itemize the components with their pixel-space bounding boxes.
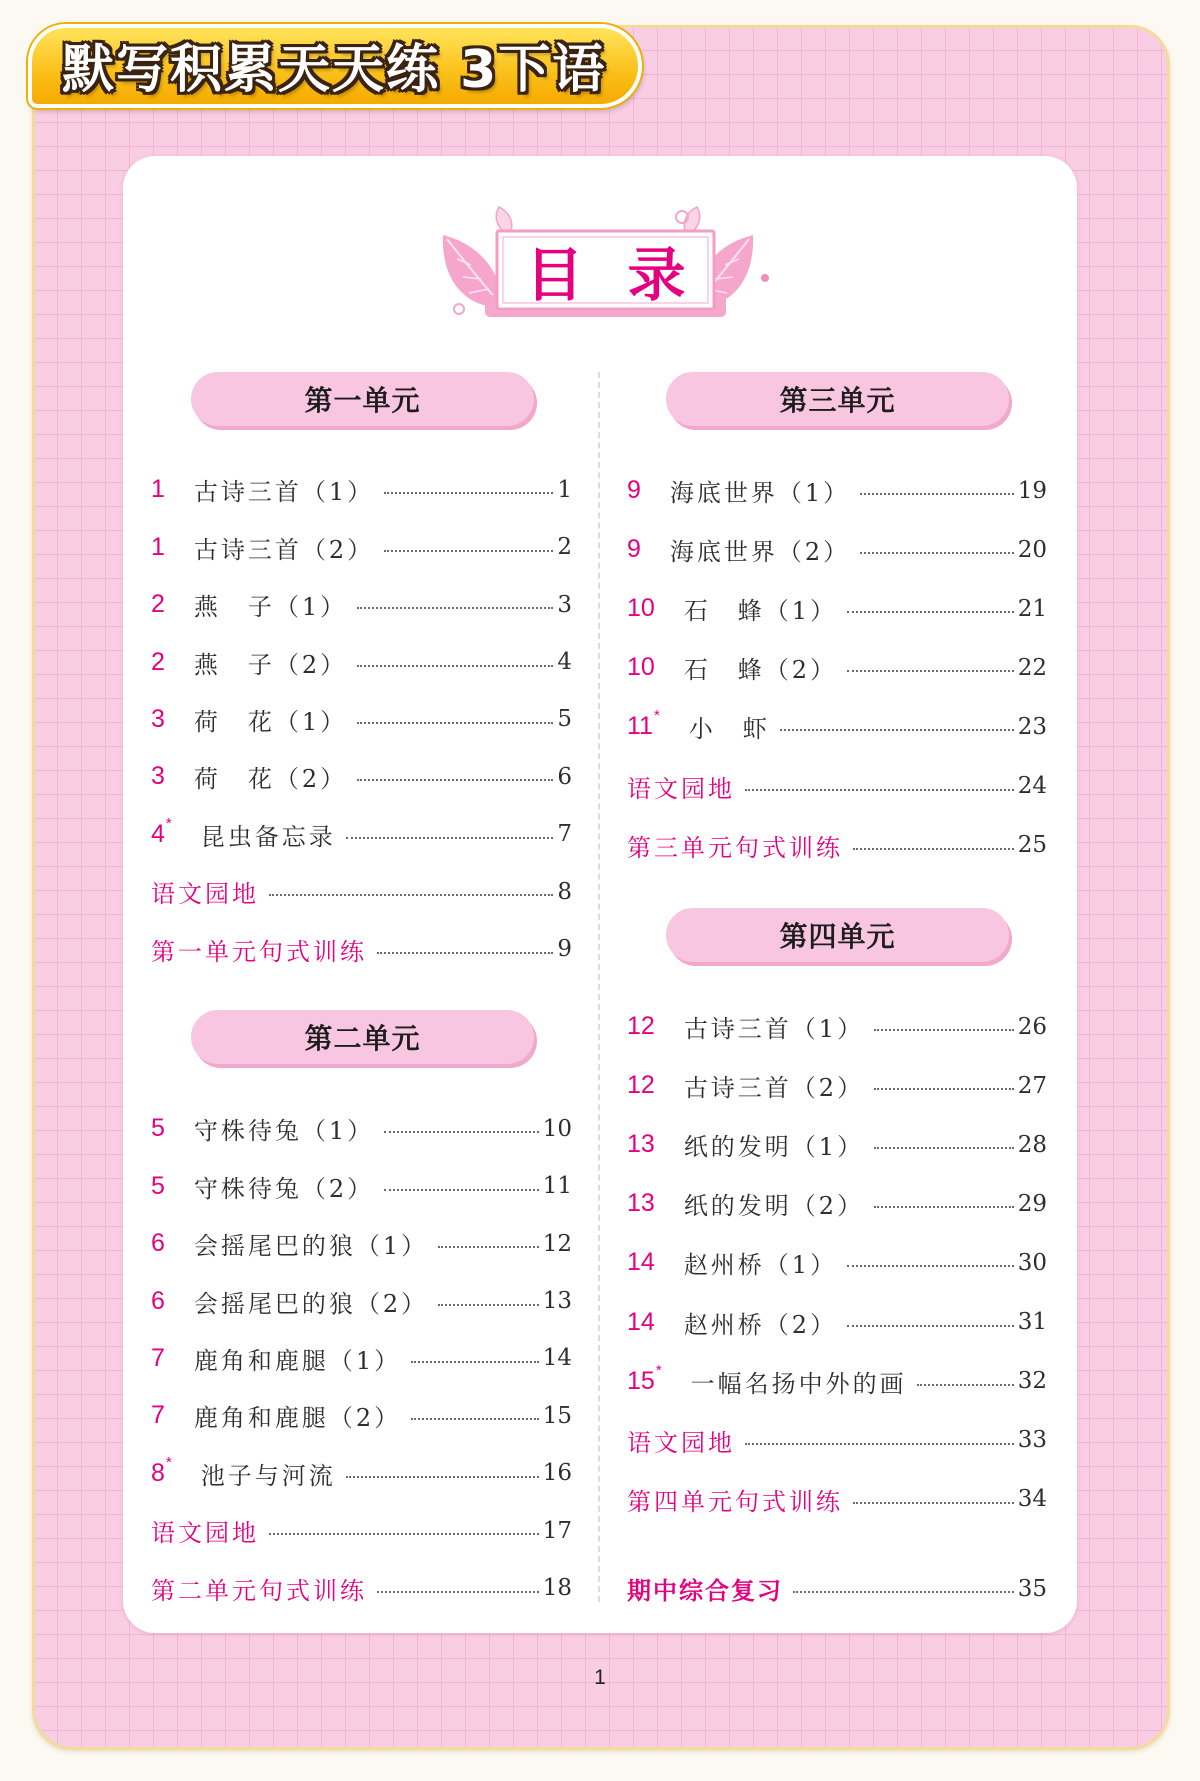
dot-leader xyxy=(874,1029,1014,1031)
page-number: 19 xyxy=(1017,477,1047,504)
midterm-review-entry xyxy=(627,1559,1047,1618)
dot-leader xyxy=(384,550,553,552)
page-number: 24 xyxy=(1017,773,1047,800)
page-number: 22 xyxy=(1017,654,1047,681)
page-number: 18 xyxy=(542,1575,572,1602)
toc-entry xyxy=(151,1445,572,1502)
page-number: 34 xyxy=(1017,1486,1047,1513)
midterm-title: 期中综合复习 xyxy=(627,1577,783,1605)
toc-entry xyxy=(627,461,1047,520)
dot-leader xyxy=(745,789,1014,791)
entry-title: 石 蜂（1） xyxy=(683,597,838,626)
unit-entry-list xyxy=(151,461,572,978)
toc-entry xyxy=(627,1292,1047,1351)
toc-entry xyxy=(151,1215,572,1272)
dot-leader xyxy=(269,1533,539,1535)
page-number: 10 xyxy=(542,1115,572,1142)
dot-leader xyxy=(384,1189,539,1191)
toc-entry xyxy=(151,1100,572,1157)
dot-leader xyxy=(745,1443,1014,1445)
unit-entry-list xyxy=(627,461,1047,875)
toc-entry xyxy=(151,518,572,575)
toc-entry xyxy=(627,997,1047,1056)
page-number: 25 xyxy=(1017,832,1047,859)
page-number: 9 xyxy=(557,936,572,963)
page-number: 29 xyxy=(1017,1190,1047,1217)
page-number: 27 xyxy=(1017,1072,1047,1099)
toc-entry xyxy=(151,1502,572,1559)
page-number: 28 xyxy=(1017,1131,1047,1158)
lesson-number: 9 xyxy=(627,535,641,564)
toc-entry xyxy=(151,576,572,633)
dot-leader xyxy=(384,492,553,494)
entry-title: 古诗三首（2） xyxy=(193,535,375,564)
lesson-number: 7 xyxy=(151,1401,165,1430)
dot-leader xyxy=(357,607,553,609)
lesson-number: 12 xyxy=(627,1012,655,1041)
page-number: 7 xyxy=(557,821,572,848)
page-number: 1 xyxy=(557,476,572,503)
page-number: 14 xyxy=(542,1345,572,1372)
optional-lesson-star: * xyxy=(165,814,172,832)
dot-leader xyxy=(847,1265,1014,1267)
decor-circle xyxy=(454,304,464,314)
toc-entry xyxy=(151,461,572,518)
entry-title: 会摇尾巴的狼（2） xyxy=(193,1289,429,1318)
unit-heading: 第四单元 xyxy=(666,908,1009,962)
book-title: 默写积累天天练 3下语 xyxy=(62,40,607,100)
lesson-number: 13 xyxy=(627,1130,655,1159)
toc-entry xyxy=(627,1411,1047,1470)
entry-title: 鹿角和鹿腿（1） xyxy=(193,1346,402,1375)
toc-entry xyxy=(151,633,572,690)
entry-title: 燕 子（2） xyxy=(193,650,348,679)
dot-leader xyxy=(357,779,553,781)
page-number: 26 xyxy=(1017,1013,1047,1040)
dot-leader xyxy=(377,1591,539,1593)
toc-entry xyxy=(627,1470,1047,1529)
entry-title: 燕 子（1） xyxy=(193,593,348,622)
entry-title: 鹿角和鹿腿（2） xyxy=(193,1404,402,1433)
page-number: 33 xyxy=(1017,1427,1047,1454)
dot-leader xyxy=(346,837,554,839)
entry-title: 语文园地 xyxy=(151,880,259,909)
dot-leader xyxy=(357,722,553,724)
entry-title: 古诗三首（1） xyxy=(193,478,375,507)
unit-heading: 第一单元 xyxy=(191,372,534,426)
toc-entry xyxy=(627,756,1047,815)
lesson-number: 8 xyxy=(151,1458,165,1487)
lesson-number: 14 xyxy=(627,1248,655,1277)
unit-heading: 第二单元 xyxy=(191,1010,534,1064)
dot-leader xyxy=(438,1304,539,1306)
column-divider xyxy=(598,372,600,1602)
entry-title: 语文园地 xyxy=(627,774,735,803)
lesson-number: 2 xyxy=(151,590,165,619)
toc-entry xyxy=(151,921,572,978)
page-number: 3 xyxy=(557,591,572,618)
entry-title: 古诗三首（1） xyxy=(683,1015,865,1044)
entry-title: 一幅名扬中外的画 xyxy=(690,1369,907,1398)
toc-entry xyxy=(627,1352,1047,1411)
lesson-number: 14 xyxy=(627,1307,655,1336)
dot-leader xyxy=(874,1147,1014,1149)
toc-entry xyxy=(151,748,572,805)
unit-entry-list xyxy=(627,997,1047,1529)
toc-entry xyxy=(627,638,1047,697)
lesson-number: 13 xyxy=(627,1189,655,1218)
toc-entry xyxy=(151,1157,572,1214)
dot-leader xyxy=(780,729,1014,731)
page-footer-number: 1 xyxy=(594,1666,606,1689)
dot-leader xyxy=(874,1088,1014,1090)
unit-entry-list xyxy=(151,1100,572,1617)
lesson-number: 9 xyxy=(627,476,641,505)
title-banner xyxy=(28,24,642,108)
entry-title: 荷 花（1） xyxy=(193,707,348,736)
dot-leader xyxy=(384,1131,539,1133)
dot-leader xyxy=(357,665,553,667)
entry-title: 石 蜂（2） xyxy=(683,656,838,685)
lesson-number: 5 xyxy=(151,1171,165,1200)
toc-entry xyxy=(151,863,572,920)
toc-entry xyxy=(151,1560,572,1617)
toc-entry xyxy=(627,520,1047,579)
toc-entry xyxy=(151,806,572,863)
toc-entry xyxy=(627,1056,1047,1115)
dot-leader xyxy=(793,1591,1014,1593)
contents-title: 目录 xyxy=(525,241,730,309)
entry-title: 纸的发明（1） xyxy=(683,1133,865,1162)
dot-leader xyxy=(860,493,1014,495)
lesson-number: 10 xyxy=(627,594,655,623)
entry-title: 海底世界（1） xyxy=(669,479,851,508)
entry-title: 第三单元句式训练 xyxy=(627,833,843,862)
page-number: 2 xyxy=(557,534,572,561)
entry-title: 赵州桥（1） xyxy=(683,1251,838,1280)
lesson-number: 10 xyxy=(627,653,655,682)
toc-entry xyxy=(627,1115,1047,1174)
lesson-number: 2 xyxy=(151,647,165,676)
entry-title: 语文园地 xyxy=(627,1428,735,1457)
dot-leader xyxy=(860,552,1014,554)
dot-leader xyxy=(853,1502,1014,1504)
page-number: 5 xyxy=(557,706,572,733)
toc-entry xyxy=(151,1272,572,1329)
page-number: 20 xyxy=(1017,536,1047,563)
dot-leader xyxy=(269,894,553,896)
entry-title: 海底世界（2） xyxy=(669,538,851,567)
page-number: 4 xyxy=(557,649,572,676)
lesson-number: 3 xyxy=(151,762,165,791)
toc-entry xyxy=(627,816,1047,875)
dot-leader xyxy=(438,1246,539,1248)
unit-heading: 第三单元 xyxy=(666,372,1009,426)
lesson-number: 5 xyxy=(151,1114,165,1143)
toc-entry xyxy=(627,697,1047,756)
page-number: 21 xyxy=(1017,595,1047,622)
entry-title: 池子与河流 xyxy=(200,1461,336,1490)
toc-entry xyxy=(151,1330,572,1387)
lesson-number: 12 xyxy=(627,1071,655,1100)
lesson-number: 3 xyxy=(151,704,165,733)
lesson-number: 1 xyxy=(151,532,165,561)
page-number: 12 xyxy=(542,1230,572,1257)
page-number: 6 xyxy=(557,763,572,790)
entry-title: 昆虫备忘录 xyxy=(200,822,336,851)
entry-title: 守株待兔（2） xyxy=(193,1174,375,1203)
toc-entry xyxy=(151,691,572,748)
entry-title: 古诗三首（2） xyxy=(683,1074,865,1103)
page-number: 16 xyxy=(542,1460,572,1487)
optional-lesson-star: * xyxy=(653,707,660,725)
entry-title: 纸的发明（2） xyxy=(683,1192,865,1221)
page-number: 35 xyxy=(1017,1575,1047,1602)
optional-lesson-star: * xyxy=(655,1361,662,1379)
dot-leader xyxy=(847,670,1014,672)
dot-leader xyxy=(346,1476,539,1478)
entry-title: 守株待兔（1） xyxy=(193,1117,375,1146)
lesson-number: 1 xyxy=(151,475,165,504)
page-number: 17 xyxy=(542,1517,572,1544)
entry-title: 语文园地 xyxy=(151,1519,259,1548)
page-number: 11 xyxy=(542,1173,572,1200)
toc-entry xyxy=(627,579,1047,638)
page-number: 8 xyxy=(557,878,572,905)
toc-entry xyxy=(627,1233,1047,1292)
lesson-number: 7 xyxy=(151,1343,165,1372)
dot-leader xyxy=(411,1361,539,1363)
lesson-number: 15 xyxy=(627,1366,655,1395)
entry-title: 第一单元句式训练 xyxy=(151,937,367,966)
dot-leader xyxy=(917,1384,1014,1386)
entry-title: 第二单元句式训练 xyxy=(151,1576,367,1605)
optional-lesson-star: * xyxy=(165,1453,172,1471)
lesson-number: 4 xyxy=(151,819,165,848)
lesson-number: 11 xyxy=(627,712,653,741)
toc-entry xyxy=(151,1387,572,1444)
page-number: 32 xyxy=(1017,1368,1047,1395)
page-number: 13 xyxy=(542,1288,572,1315)
lesson-number: 6 xyxy=(151,1286,165,1315)
entry-title: 会摇尾巴的狼（1） xyxy=(193,1232,429,1261)
page-number: 15 xyxy=(542,1402,572,1429)
dot-leader xyxy=(853,848,1014,850)
page-number: 30 xyxy=(1017,1249,1047,1276)
dot-leader xyxy=(847,1325,1014,1327)
entry-title: 赵州桥（2） xyxy=(683,1310,838,1339)
lesson-number: 6 xyxy=(151,1229,165,1258)
dot-leader xyxy=(411,1418,539,1420)
entry-title: 第四单元句式训练 xyxy=(627,1487,843,1516)
decor-dot xyxy=(761,274,769,282)
page-number: 31 xyxy=(1017,1309,1047,1336)
dot-leader xyxy=(874,1206,1014,1208)
entry-title: 荷 花（2） xyxy=(193,765,348,794)
entry-title: 小 虾 xyxy=(688,715,770,744)
dot-leader xyxy=(377,952,553,954)
dot-leader xyxy=(847,611,1014,613)
page-number: 23 xyxy=(1017,713,1047,740)
toc-entry xyxy=(627,1174,1047,1233)
